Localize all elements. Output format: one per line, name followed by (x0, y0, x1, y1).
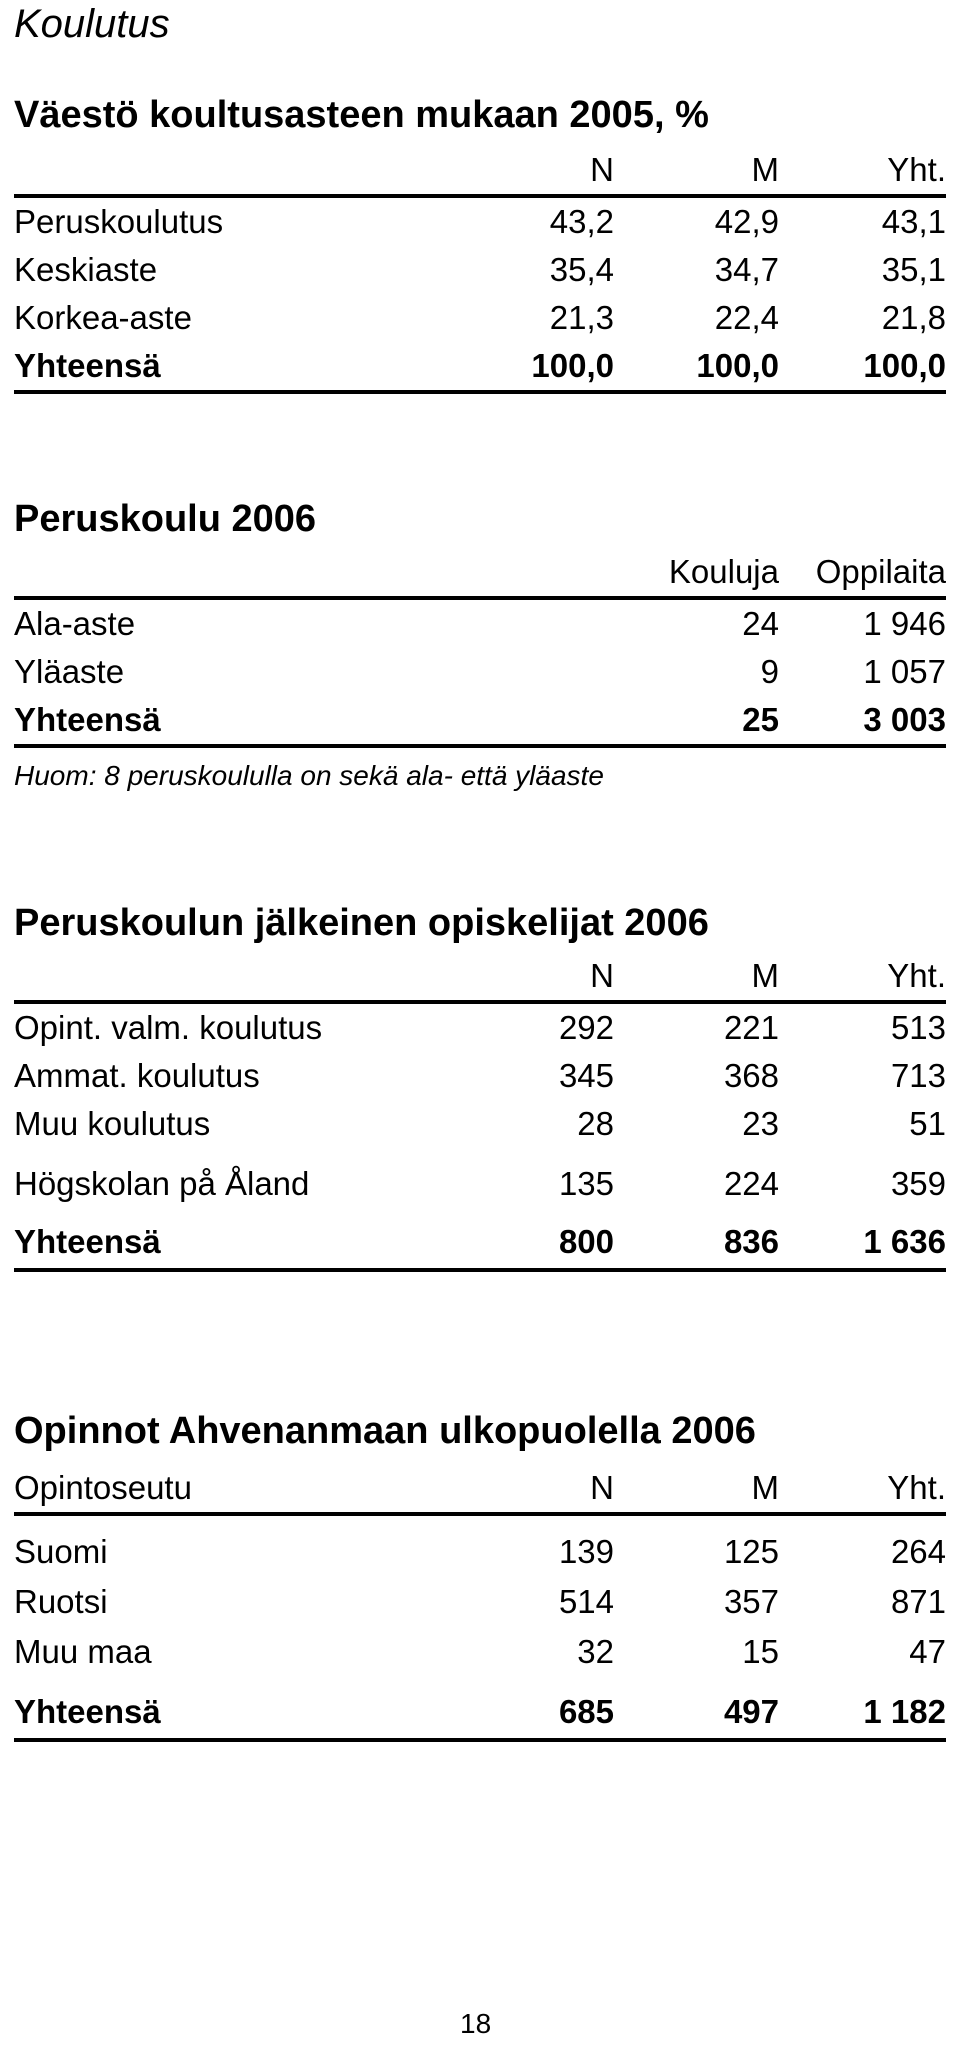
cell-m: 100,0 (696, 347, 779, 384)
cell-m: 224 (723, 1165, 779, 1202)
column-header-n: N (590, 1469, 614, 1506)
column-header-schools: Kouluja (668, 553, 779, 590)
column-header-m: M (751, 957, 779, 994)
table-header-row (14, 552, 946, 592)
row-label: Yhteensä (14, 1693, 161, 1730)
page-number: 18 (460, 2008, 492, 2039)
cell-m: 357 (723, 1583, 779, 1620)
cell-m: 368 (723, 1057, 779, 1094)
section-title-basic-school: Peruskoulu 2006 (14, 498, 317, 540)
table-row (14, 202, 946, 242)
cell-n: 100,0 (531, 347, 614, 384)
table-rule (14, 390, 946, 394)
table-total-row (14, 346, 946, 386)
cell-m: 497 (723, 1693, 779, 1730)
row-label: Yhteensä (14, 1223, 161, 1260)
cell-n: 135 (558, 1165, 614, 1202)
table-row (14, 1056, 946, 1096)
cell-total: 513 (890, 1009, 946, 1046)
section-title-studies-outside-aland: Opinnot Ahvenanmaan ulkopuolella 2006 (14, 1410, 756, 1452)
cell-n: 514 (558, 1583, 614, 1620)
cell-n: 139 (558, 1533, 614, 1570)
row-label: Ammat. koulutus (14, 1057, 260, 1094)
cell-n: 292 (558, 1009, 614, 1046)
row-label: Muu koulutus (14, 1105, 211, 1142)
table-header-row (14, 956, 946, 996)
cell-n: 800 (558, 1223, 614, 1260)
table-row (14, 1632, 946, 1672)
page-title: Koulutus (14, 2, 170, 46)
cell-pupils: 1 946 (863, 605, 946, 642)
column-header-m: M (751, 1469, 779, 1506)
column-header-total: Yht. (887, 151, 946, 188)
cell-m: 836 (723, 1223, 779, 1260)
row-label: Korkea-aste (14, 299, 192, 336)
row-label: Yläaste (14, 653, 125, 690)
cell-total: 43,1 (881, 203, 946, 240)
cell-n: 685 (558, 1693, 614, 1730)
section-title-population-education: Väestö koultusasteen mukaan 2005, % (14, 94, 709, 136)
table-row (14, 1164, 946, 1204)
cell-m: 221 (723, 1009, 779, 1046)
section-title-post-basic-students: Peruskoulun jälkeinen opiskelijat 2006 (14, 902, 709, 944)
cell-n: 35,4 (549, 251, 614, 288)
row-label: Ala-aste (14, 605, 136, 642)
table-rule (14, 744, 946, 748)
table-header-row (14, 150, 946, 190)
table-row (14, 604, 946, 644)
table-rule (14, 1512, 946, 1516)
table-rule (14, 596, 946, 600)
table-row (14, 1104, 946, 1144)
table-rule (14, 1268, 946, 1272)
cell-total: 47 (909, 1633, 946, 1670)
column-header-pupils: Oppilaita (815, 553, 946, 590)
cell-n: 28 (577, 1105, 614, 1142)
cell-total: 21,8 (881, 299, 946, 336)
row-label: Keskiaste (14, 251, 158, 288)
row-label: Högskolan på Åland (14, 1165, 310, 1202)
row-label: Muu maa (14, 1633, 152, 1670)
column-header-n: N (590, 151, 614, 188)
table-note: Huom: 8 peruskoululla on sekä ala- että yläaste (14, 760, 604, 791)
cell-schools: 25 (742, 701, 779, 738)
table-row (14, 298, 946, 338)
column-header-total: Yht. (887, 957, 946, 994)
cell-total: 35,1 (881, 251, 946, 288)
cell-total: 871 (890, 1583, 946, 1620)
cell-total: 100,0 (863, 347, 946, 384)
cell-m: 34,7 (714, 251, 779, 288)
table-rule (14, 1000, 946, 1004)
table-row (14, 1532, 946, 1572)
column-header-n: N (590, 957, 614, 994)
cell-m: 23 (742, 1105, 779, 1142)
column-header-total: Yht. (887, 1469, 946, 1506)
cell-total: 1 636 (863, 1223, 946, 1260)
table-row (14, 250, 946, 290)
cell-n: 345 (558, 1057, 614, 1094)
table-row (14, 1008, 946, 1048)
table-header-row (14, 1468, 946, 1508)
table-total-row (14, 1692, 946, 1732)
table-rule (14, 194, 946, 198)
column-header-region: Opintoseutu (14, 1469, 192, 1506)
cell-schools: 9 (760, 653, 779, 690)
row-label: Opint. valm. koulutus (14, 1009, 323, 1046)
cell-total: 51 (909, 1105, 946, 1142)
cell-pupils: 3 003 (863, 701, 946, 738)
row-label: Yhteensä (14, 701, 161, 738)
cell-total: 1 182 (863, 1693, 946, 1730)
cell-n: 43,2 (549, 203, 614, 240)
table-rule (14, 1738, 946, 1742)
cell-total: 359 (890, 1165, 946, 1202)
cell-schools: 24 (742, 605, 779, 642)
cell-pupils: 1 057 (863, 653, 946, 690)
row-label: Ruotsi (14, 1583, 108, 1620)
column-header-m: M (751, 151, 779, 188)
cell-m: 15 (742, 1633, 779, 1670)
row-label: Peruskoulutus (14, 203, 224, 240)
table-row (14, 652, 946, 692)
cell-m: 22,4 (714, 299, 779, 336)
row-label: Suomi (14, 1533, 108, 1570)
cell-m: 42,9 (714, 203, 779, 240)
cell-m: 125 (723, 1533, 779, 1570)
table-row (14, 1582, 946, 1622)
table-total-row (14, 700, 946, 740)
cell-n: 32 (577, 1633, 614, 1670)
cell-n: 21,3 (549, 299, 614, 336)
cell-total: 264 (890, 1533, 946, 1570)
table-total-row (14, 1222, 946, 1262)
row-label: Yhteensä (14, 347, 161, 384)
cell-total: 713 (890, 1057, 946, 1094)
